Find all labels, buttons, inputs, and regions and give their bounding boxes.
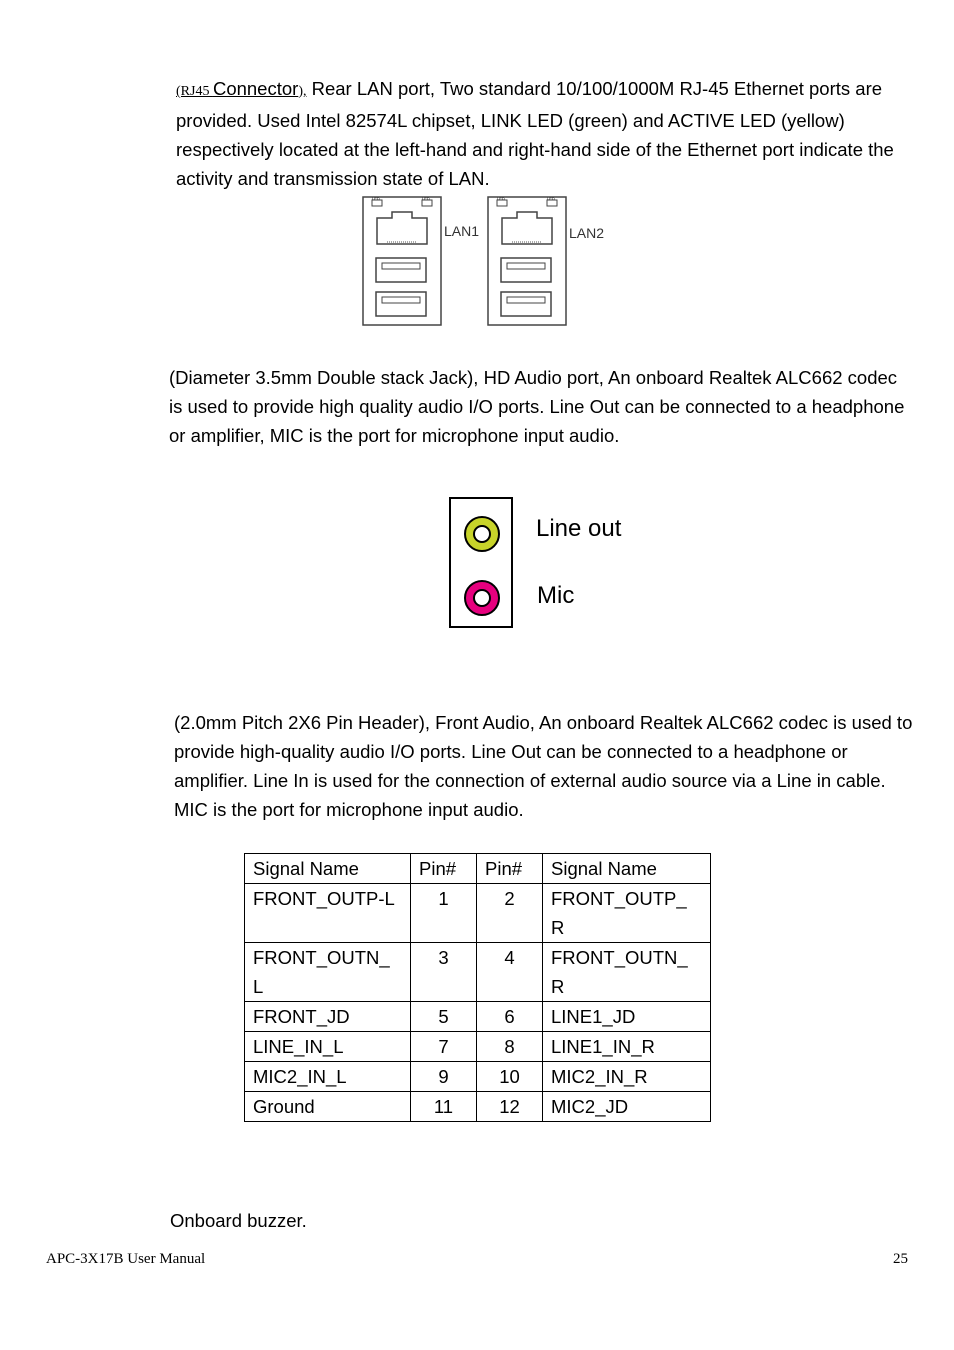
- table-cell: 3: [411, 943, 477, 1002]
- header-pin-right: Pin#: [477, 854, 543, 884]
- audio-jack-diagram: [449, 497, 513, 628]
- table-cell: 4: [477, 943, 543, 1002]
- mic-jack-icon: [464, 580, 500, 616]
- front-audio-paragraph: (2.0mm Pitch 2X6 Pin Header), Front Audio, An onboard Realtek ALC662 codec is used to provide high-quality audio I/O ports. Line Out can be connected to a headphone or amplifier. Line In is used for the connection of external audio source via a Line in cable. MIC is the port for microphone input audio.: [174, 712, 913, 820]
- table-cell: MIC2_IN_L: [245, 1062, 411, 1092]
- footer-manual-title: APC-3X17B User Manual: [46, 1251, 206, 1267]
- lan2-label: LAN2: [569, 225, 605, 241]
- table-row: [245, 1002, 711, 1032]
- table-cell: LINE1_IN_R: [543, 1032, 711, 1062]
- mic-label: Mic: [537, 582, 575, 609]
- table-row: [245, 943, 711, 1002]
- table-cell: FRONT_OUTP-L: [245, 884, 411, 943]
- table-cell: 6: [477, 1002, 543, 1032]
- lan2-led-right-label: LED: [547, 196, 555, 201]
- table-cell: 1: [411, 884, 477, 943]
- table-cell: FRONT_JD: [245, 1002, 411, 1032]
- table-cell: FRONT_OUTN_ R: [543, 943, 711, 1002]
- lan-port-diagram: [362, 196, 612, 328]
- table-cell: 2: [477, 884, 543, 943]
- table-cell: Ground: [245, 1092, 411, 1122]
- lan-tag: (RJ45: [176, 84, 213, 99]
- table-row: [245, 884, 711, 943]
- lan1-led-left-label: LED: [372, 196, 380, 201]
- line-out-jack-icon: [464, 516, 500, 552]
- table-row: [245, 1032, 711, 1062]
- table-cell: 11: [411, 1092, 477, 1122]
- lan1-label: LAN1: [444, 223, 480, 239]
- table-cell: LINE1_JD: [543, 1002, 711, 1032]
- table-cell: 5: [411, 1002, 477, 1032]
- header-signal-name-left: Signal Name: [245, 854, 411, 884]
- lan-text: Rear LAN port, Two standard 10/100/1000M RJ-45 Ethernet ports are provided. Used Intel 82574L chipset, LINK LED (green) and ACTIVE LED (yellow) respectively located at the left-hand and right-hand side of the Ethernet port indicate the activity and transmission state of LAN.: [176, 78, 894, 189]
- table-cell: 10: [477, 1062, 543, 1092]
- table-row: [245, 1062, 711, 1092]
- table-cell: FRONT_OUTP_ R: [543, 884, 711, 943]
- lan1-led-right-label: LED: [422, 196, 430, 201]
- table-cell: LINE_IN_L: [245, 1032, 411, 1062]
- table-cell: MIC2_JD: [543, 1092, 711, 1122]
- front-audio-pin-table: [244, 853, 711, 1122]
- lan2-port-block: [488, 196, 604, 325]
- lan-paragraph: [176, 74, 916, 193]
- lan-tag-word: Connector: [212, 78, 299, 99]
- header-signal-name-right: Signal Name: [543, 854, 711, 884]
- lan-tag-close: ),: [298, 84, 307, 99]
- lan2-led-left-label: LED: [497, 196, 505, 201]
- footer-page-number: 25: [893, 1251, 908, 1267]
- table-cell: MIC2_IN_R: [543, 1062, 711, 1092]
- table-cell: 8: [477, 1032, 543, 1062]
- table-row: [245, 1092, 711, 1122]
- lan1-port-block: [363, 196, 479, 325]
- table-cell: 12: [477, 1092, 543, 1122]
- table-cell: 9: [411, 1062, 477, 1092]
- hd-audio-paragraph: (Diameter 3.5mm Double stack Jack), HD Audio port, An onboard Realtek ALC662 codec is used to provide high quality audio I/O ports. Line Out can be connected to a headphone or amplifier, MIC is the port for microphone input audio.: [169, 367, 905, 446]
- header-pin-left: Pin#: [411, 854, 477, 884]
- line-out-label: Line out: [536, 515, 622, 542]
- table-cell: FRONT_OUTN_ L: [245, 943, 411, 1002]
- table-cell: 7: [411, 1032, 477, 1062]
- buzzer-paragraph: Onboard buzzer.: [170, 1210, 307, 1231]
- table-header-row: [245, 854, 711, 884]
